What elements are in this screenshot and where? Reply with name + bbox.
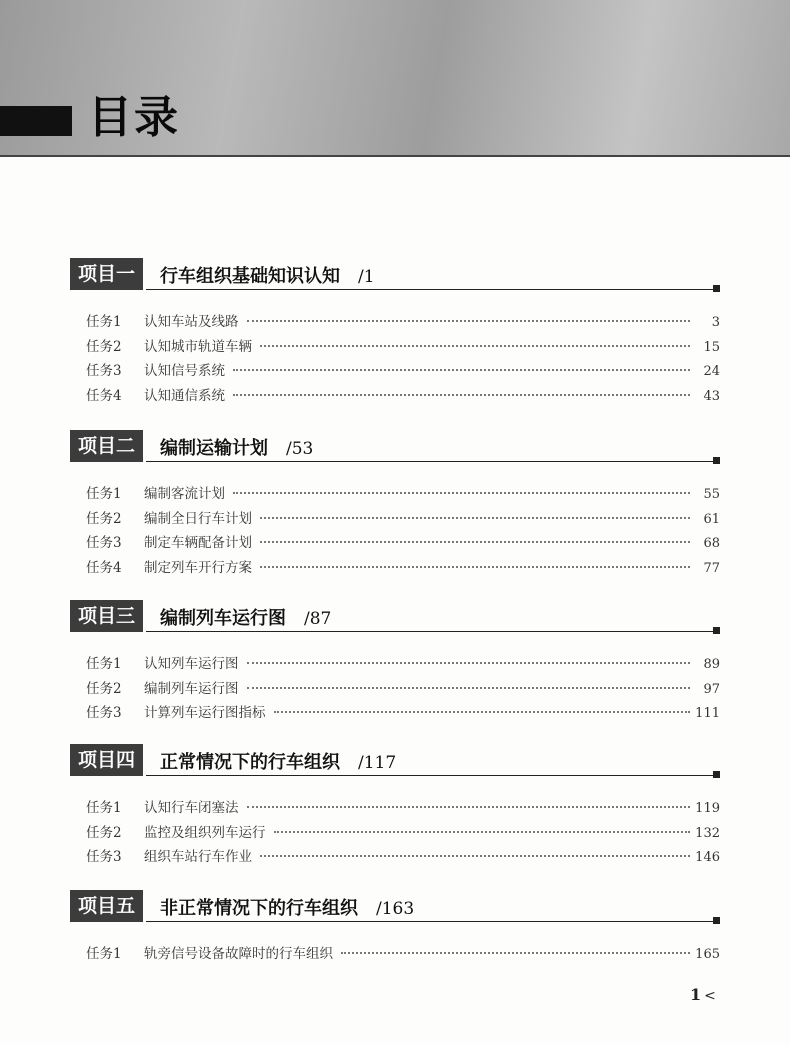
section-rule (146, 289, 720, 291)
toc-section (70, 430, 720, 580)
task-entry[interactable] (86, 384, 720, 409)
section-title[interactable] (160, 262, 375, 288)
section-rule (146, 921, 720, 923)
task-number: 任务1 (86, 946, 122, 962)
toc-section (70, 258, 720, 408)
section-title[interactable] (160, 894, 414, 920)
task-entry[interactable] (86, 942, 720, 967)
dot-leader (260, 541, 690, 543)
task-page: 165 (695, 947, 720, 962)
section-title-text: 正常情况下的行车组织 (160, 752, 340, 773)
section-title-text: 编制列车运行图 (160, 608, 286, 629)
task-number: 任务3 (86, 363, 122, 379)
section-title-text: 行车组织基础知识认知 (160, 266, 340, 287)
section-square-marker (713, 457, 720, 464)
task-page: 3 (711, 315, 720, 330)
dot-leader (341, 952, 690, 954)
section-label: 项目一 (70, 258, 143, 290)
dot-leader (233, 369, 690, 371)
task-list (70, 310, 720, 408)
dot-leader (247, 806, 691, 808)
task-number: 任务4 (86, 387, 122, 404)
task-name: 认知车站及线路 (144, 314, 239, 330)
task-list (70, 796, 720, 870)
task-name: 编制客流计划 (144, 486, 225, 502)
dot-leader (247, 320, 691, 322)
page-number (690, 985, 716, 1004)
toc-section (70, 890, 720, 967)
section-title[interactable] (160, 748, 396, 774)
task-name: 认知列车运行图 (144, 656, 239, 672)
task-page: 24 (703, 364, 720, 379)
task-list (70, 942, 720, 967)
dot-leader (247, 687, 691, 689)
section-label: 项目三 (70, 600, 143, 632)
section-label: 项目四 (70, 744, 143, 776)
dot-leader (274, 711, 691, 713)
section-page: /53 (286, 439, 314, 459)
task-page: 68 (703, 536, 720, 551)
task-entry[interactable] (86, 845, 720, 870)
task-number: 任务2 (86, 338, 122, 355)
section-rule (146, 631, 720, 633)
task-name: 编制列车运行图 (144, 680, 239, 697)
header-decor-bar (0, 106, 72, 136)
task-list (70, 652, 720, 726)
section-page: /1 (358, 267, 375, 287)
dot-leader (260, 566, 690, 568)
task-page: 77 (703, 560, 720, 576)
dot-leader (260, 517, 690, 519)
task-number: 任务2 (86, 680, 122, 697)
task-name: 组织车站行车作业 (144, 849, 252, 865)
dot-leader (260, 855, 690, 857)
task-page: 15 (703, 339, 720, 355)
section-page: /87 (304, 609, 332, 629)
section-header (70, 600, 720, 634)
section-page: /117 (358, 753, 397, 773)
dot-leader (247, 662, 691, 664)
section-square-marker (713, 917, 720, 924)
task-name: 轨旁信号设备故障时的行车组织 (144, 946, 333, 962)
task-name: 监控及组织列车运行 (144, 824, 266, 841)
task-number: 任务1 (86, 656, 122, 672)
section-title[interactable] (160, 604, 331, 630)
section-rule (146, 461, 720, 463)
dot-leader (274, 831, 691, 833)
task-entry[interactable] (86, 701, 720, 726)
page-arrow-icon: < (704, 988, 716, 1004)
section-square-marker (713, 627, 720, 634)
task-list (70, 482, 720, 580)
task-entry[interactable] (86, 310, 720, 335)
section-header (70, 744, 720, 778)
task-entry[interactable] (86, 677, 720, 702)
task-name: 认知信号系统 (144, 363, 225, 379)
dot-leader (233, 492, 690, 494)
page-title: 目录 (88, 92, 180, 143)
task-number: 任务3 (86, 535, 122, 551)
task-number: 任务1 (86, 486, 122, 502)
section-square-marker (713, 771, 720, 778)
section-title[interactable] (160, 434, 313, 460)
task-page: 132 (695, 825, 720, 841)
task-page: 89 (703, 657, 720, 672)
section-label: 项目二 (70, 430, 143, 462)
task-entry[interactable] (86, 652, 720, 677)
task-page: 146 (695, 850, 720, 865)
dot-leader (260, 345, 690, 347)
section-label: 项目五 (70, 890, 143, 922)
task-page: 119 (695, 801, 720, 816)
task-page: 55 (703, 487, 720, 502)
page-number-text: 1 (690, 985, 702, 1004)
task-name: 编制全日行车计划 (144, 510, 252, 527)
header-banner (0, 0, 790, 157)
task-number: 任务3 (86, 849, 122, 865)
section-header (70, 890, 720, 924)
task-entry[interactable] (86, 507, 720, 532)
task-entry[interactable] (86, 335, 720, 360)
task-number: 任务3 (86, 705, 122, 721)
task-name: 计算列车运行图指标 (144, 705, 266, 721)
task-number: 任务4 (86, 559, 122, 576)
section-title-text: 编制运输计划 (160, 438, 268, 459)
task-entry[interactable] (86, 821, 720, 846)
section-header (70, 430, 720, 464)
task-page: 43 (703, 388, 720, 404)
task-entry[interactable] (86, 531, 720, 556)
task-entry[interactable] (86, 796, 720, 821)
task-page: 61 (703, 511, 720, 527)
task-name: 认知城市轨道车辆 (144, 338, 252, 355)
task-number: 任务1 (86, 800, 122, 816)
task-number: 任务2 (86, 824, 122, 841)
task-entry[interactable] (86, 482, 720, 507)
task-entry[interactable] (86, 556, 720, 581)
toc-section (70, 744, 720, 870)
task-entry[interactable] (86, 359, 720, 384)
task-name: 认知通信系统 (144, 387, 225, 404)
task-page: 97 (703, 681, 720, 697)
section-page: /163 (376, 899, 415, 919)
section-header (70, 258, 720, 292)
section-square-marker (713, 285, 720, 292)
section-title-text: 非正常情况下的行车组织 (160, 898, 358, 919)
task-name: 制定车辆配备计划 (144, 535, 252, 551)
toc-section (70, 600, 720, 726)
section-rule (146, 775, 720, 777)
task-name: 制定列车开行方案 (144, 559, 252, 576)
task-name: 认知行车闭塞法 (144, 800, 239, 816)
task-number: 任务2 (86, 510, 122, 527)
task-number: 任务1 (86, 314, 122, 330)
dot-leader (233, 394, 690, 396)
task-page: 111 (695, 706, 720, 721)
